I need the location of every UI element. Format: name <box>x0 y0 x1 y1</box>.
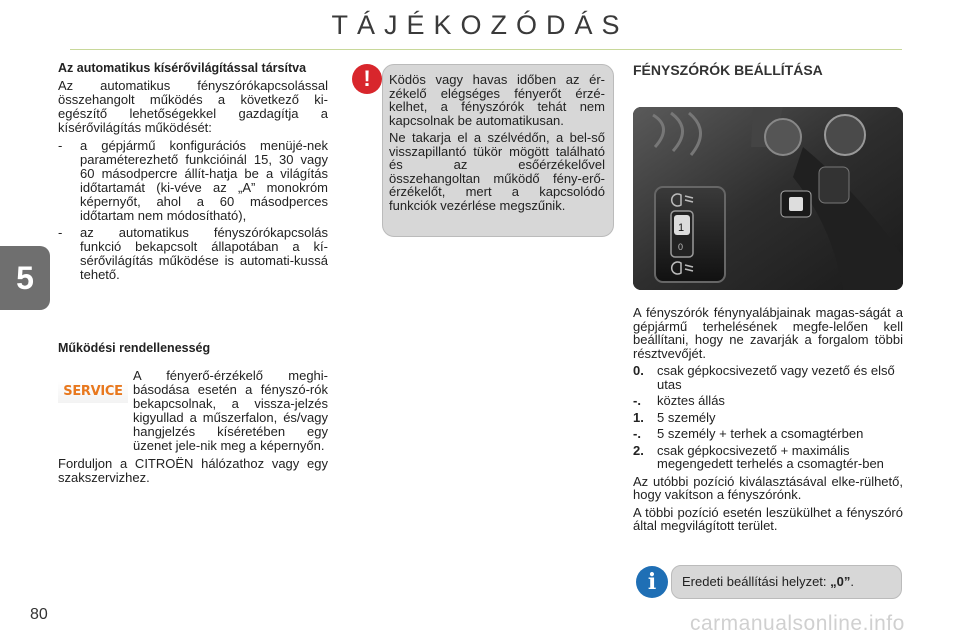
chapter-tab: 5 <box>0 246 50 310</box>
info-text: Eredeti beállítási helyzet: <box>682 574 831 589</box>
position-text: köztes állás <box>657 393 725 408</box>
section-heading: Az automatikus kísérővilágítással társítva <box>58 61 307 75</box>
position-key: -. <box>633 426 641 441</box>
position-key: 0. <box>633 363 644 378</box>
info-box <box>671 565 902 599</box>
position-text: 5 személy + terhek a csomagtérben <box>657 426 864 441</box>
paragraph: Forduljon a CITROËN hálózathoz vagy egy szakszervizhez. <box>58 456 328 485</box>
headlamp-adjuster-photo <box>633 107 903 290</box>
list-item <box>58 139 328 223</box>
photo-label-0: 0 <box>678 242 684 252</box>
list-item <box>633 411 903 425</box>
position-text: csak gépkocsivezető + maximális megengedett terhelés a csomagtér-ben <box>657 442 884 471</box>
warning-paragraph: Ködös vagy havas időben az ér-zékelő elégséges fényerőt érzé-kelhet, a fényszórók tehát nem kapcsolnak be automatikusan. <box>389 72 605 128</box>
paragraph-text: A fényerő-érzékelő meghi-básodása esetén a fényszó-rók bekapcsolnak, a vissza-jelzés kigyullad a műszerfalon, és/vagy hangjelzés kíséretében egy üzenet jele-nik meg a képernyőn. <box>133 368 328 453</box>
dashboard-illustration <box>633 107 903 290</box>
watermark: carmanualsonline.info <box>690 612 905 635</box>
warning-box <box>382 64 614 237</box>
paragraph: Az utóbbi pozíció kiválasztásával elke-rülhető, hogy vakítson a fényszórónk. <box>633 473 903 502</box>
list-item <box>58 226 328 282</box>
position-key: -. <box>633 393 641 408</box>
right-column-text <box>633 306 903 537</box>
warning-icon: ! <box>352 64 382 94</box>
page-number: 80 <box>30 606 48 623</box>
info-value: „0” <box>830 574 851 589</box>
page-title: TÁJÉKOZÓDÁS <box>331 10 629 40</box>
list-item <box>633 444 903 471</box>
service-warning-icon: SERVICE <box>58 381 128 403</box>
info-icon: i <box>636 566 668 598</box>
photo-label-1: 1 <box>678 222 685 234</box>
section-heading: Működési rendellenesség <box>58 341 211 355</box>
list-item <box>633 364 903 391</box>
info-suffix: . <box>850 574 854 589</box>
list-item-text: a gépjármű konfigurációs menüjé-nek paraméterezhető funkcióinál 15, 30 vagy 60 másodpercre állít-hatja be a világítás időtartamát (ki-véve az „A” monokróm képernyőt, ahol a 60 másodperces időtartam nem módosítható), <box>80 138 328 223</box>
paragraph: A többi pozíció esetén leszükülhet a fényszóró által megvilágított terület. <box>633 504 903 533</box>
header-divider <box>70 49 902 50</box>
bullet-dash: - <box>58 138 63 153</box>
position-key: 2. <box>633 442 644 458</box>
position-text: csak gépkocsivezető vagy vezető és első utas <box>657 363 895 392</box>
list-item-text: az automatikus fényszórókapcsolás funkció bekapcsolt állapotában a kí-sérővilágítás működése is automati-kussá tehető. <box>80 225 328 282</box>
position-text: 5 személy <box>657 409 716 425</box>
left-column-section-2 <box>58 342 328 489</box>
service-block <box>58 369 328 453</box>
section-title: FÉNYSZÓRÓK BEÁLLÍTÁSA <box>633 62 823 78</box>
paragraph: Az automatikus fényszórókapcsolással összehangolt működés a következő ki-egészítő lehetőségekkel gazdagítja a kísérővilágítás működését: <box>58 78 328 135</box>
position-key: 1. <box>633 409 644 425</box>
list-item <box>633 394 903 408</box>
bullet-dash: - <box>58 225 63 240</box>
warning-paragraph: Ne takarja el a szélvédőn, a bel-ső visszapillantó tükör mögött található és az esőérzékelővel összehangoltan működő fény-erő-érzékelőt, mert a kapcsolódó funkciók vezérlése megszűnik. <box>389 130 605 213</box>
paragraph: A fényszórók fénynyalábjainak magas-ságát a gépjármű terhelésének megfe-lelően kell beállítani, hogy ne zavarják a forgalom többi résztvevőjét. <box>633 305 903 361</box>
list-item <box>633 427 903 441</box>
left-column-section-1 <box>58 62 328 285</box>
